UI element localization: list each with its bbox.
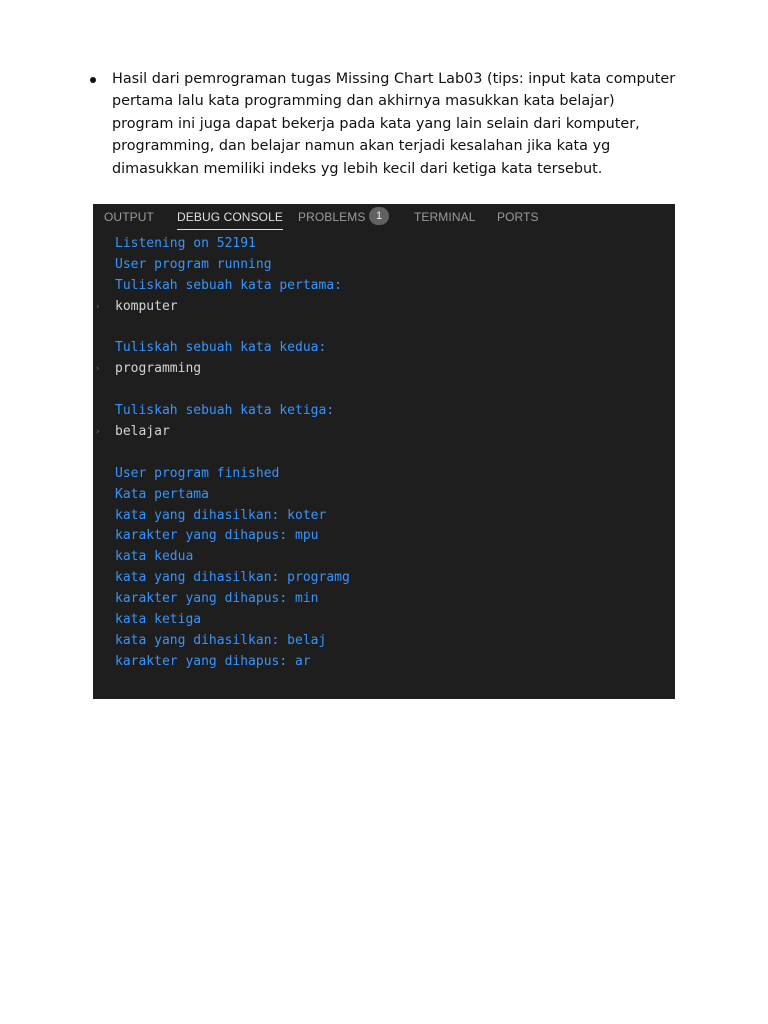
console-output-line [115,464,665,485]
tab-terminal[interactable]: TERMINAL [414,210,476,224]
console-input-line [95,297,665,318]
console-line-text: User program finished [115,465,280,481]
bullet-list-item [90,68,680,180]
problems-count-badge: 1 [369,207,389,225]
active-tab-indicator [177,229,283,230]
console-output-line [115,568,665,589]
console-output-line [115,276,665,297]
console-output-line [115,401,665,422]
input-caret-icon: › [95,364,101,375]
console-line-text: programming [115,361,202,377]
input-caret-icon: › [95,301,101,312]
console-line-text: karakter yang dihapus: min [115,591,319,607]
console-output-line [115,631,665,652]
console-line-text: kata yang dihasilkan: koter [115,507,327,523]
console-output-line [115,255,665,276]
console-line-text: Tuliskah sebuah kata kedua: [115,340,327,356]
console-output[interactable] [95,234,665,673]
console-line-text: Tuliskah sebuah kata ketiga: [115,403,335,419]
console-output-line [115,652,665,673]
console-line-text: kata kedua [115,549,194,565]
console-line-text: karakter yang dihapus: ar [115,653,311,669]
console-line-text: Kata pertama [115,486,209,502]
console-output-line [115,506,665,527]
console-line-text: kata yang dihasilkan: belaj [115,632,327,648]
console-output-line [115,485,665,506]
console-line-text: kata yang dihasilkan: programg [115,570,350,586]
console-input-line [95,422,665,443]
console-blank-line [115,380,665,401]
console-output-line [115,589,665,610]
bullet-dot-icon [90,77,96,83]
debug-console-panel [93,204,675,699]
console-output-line [115,526,665,547]
console-line-text: kata ketiga [115,612,202,628]
console-line-text: Tuliskah sebuah kata pertama: [115,277,342,293]
bullet-paragraph: Hasil dari pemrograman tugas Missing Chart Lab03 (tips: input kata computer pertama lalu kata programming dan akhirnya masukkan kata belajar) program ini juga dapat bekerja pada kata yang lain selain dari komputer, programming, dan belajar namun akan terjadi kesalahan jika kata yg dimasukkan memiliki indeks yg lebih kecil dari ketiga kata tersebut. [112,71,676,177]
tab-problems[interactable]: PROBLEMS [298,210,366,224]
input-caret-icon: › [95,427,101,438]
console-output-line [115,610,665,631]
tab-debug-console-label: DEBUG CONSOLE [177,210,283,224]
console-line-text: komputer [115,298,178,314]
console-line-text: karakter yang dihapus: mpu [115,528,319,544]
console-output-line [115,338,665,359]
tab-output[interactable]: OUTPUT [104,210,154,224]
console-blank-line [115,318,665,339]
console-input-line [95,359,665,380]
tab-debug-console[interactable] [177,210,283,224]
console-output-line [115,547,665,568]
console-line-text: Listening on 52191 [115,236,256,251]
tab-ports[interactable]: PORTS [497,210,539,224]
console-line-text: User program running [115,256,272,272]
panel-tab-bar [93,204,675,232]
console-output-line [115,234,665,255]
console-line-text: belajar [115,424,170,440]
console-blank-line [115,443,665,464]
